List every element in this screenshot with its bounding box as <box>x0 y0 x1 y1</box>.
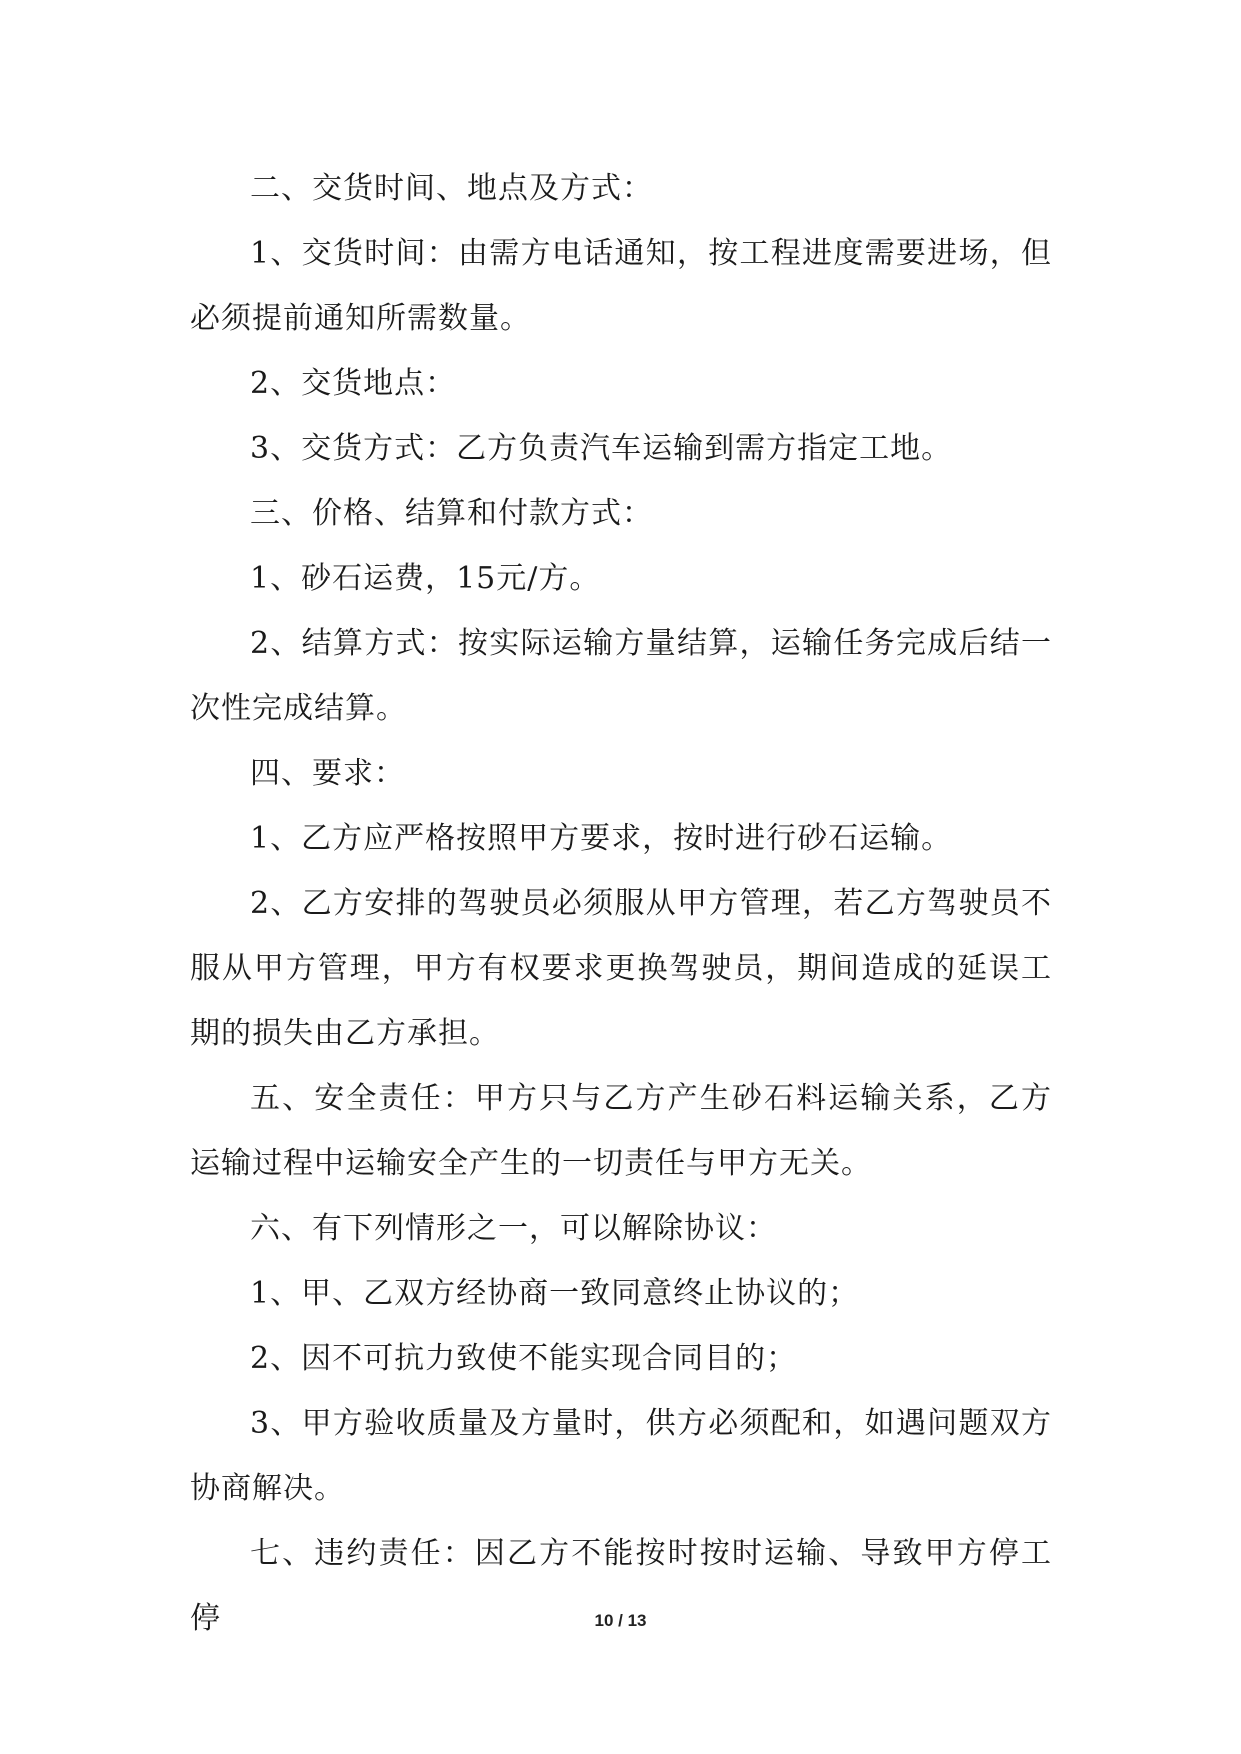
paragraph: 2、交货地点： <box>250 366 457 401</box>
paragraph: 四、要求： <box>250 756 405 791</box>
paragraph: 1、砂石运费，15元/方。 <box>250 561 601 596</box>
paragraph: 1、交货时间：由需方电话通知，按工程进度需要进场，但必须提前通知所需数量。 <box>190 236 1052 336</box>
paragraph: 七、违约责任：因乙方不能按时按时运输、导致甲方停工停 <box>190 1536 1052 1636</box>
paragraph: 1、甲、乙双方经协商一致同意终止协议的； <box>250 1276 860 1311</box>
document-body <box>190 156 1052 1651</box>
paragraph: 1、乙方应严格按照甲方要求，按时进行砂石运输。 <box>250 821 953 856</box>
page-number: 10 / 13 <box>594 1611 647 1630</box>
paragraph: 二、交货时间、地点及方式： <box>250 171 653 206</box>
paragraph: 三、价格、结算和付款方式： <box>250 496 653 531</box>
paragraph: 3、甲方验收质量及方量时，供方必须配和，如遇问题双方协商解决。 <box>190 1406 1052 1506</box>
paragraph: 五、安全责任：甲方只与乙方产生砂石料运输关系，乙方运输过程中运输安全产生的一切责任与甲方无关。 <box>190 1081 1052 1181</box>
paragraph: 2、因不可抗力致使不能实现合同目的； <box>250 1341 798 1376</box>
paragraph: 六、有下列情形之一，可以解除协议： <box>250 1211 777 1246</box>
paragraph: 2、结算方式：按实际运输方量结算，运输任务完成后结一次性完成结算。 <box>190 626 1052 726</box>
paragraph: 3、交货方式：乙方负责汽车运输到需方指定工地。 <box>250 431 953 466</box>
paragraph: 2、乙方安排的驾驶员必须服从甲方管理，若乙方驾驶员不服从甲方管理，甲方有权要求更换驾驶员，期间造成的延误工期的损失由乙方承担。 <box>190 886 1052 1051</box>
